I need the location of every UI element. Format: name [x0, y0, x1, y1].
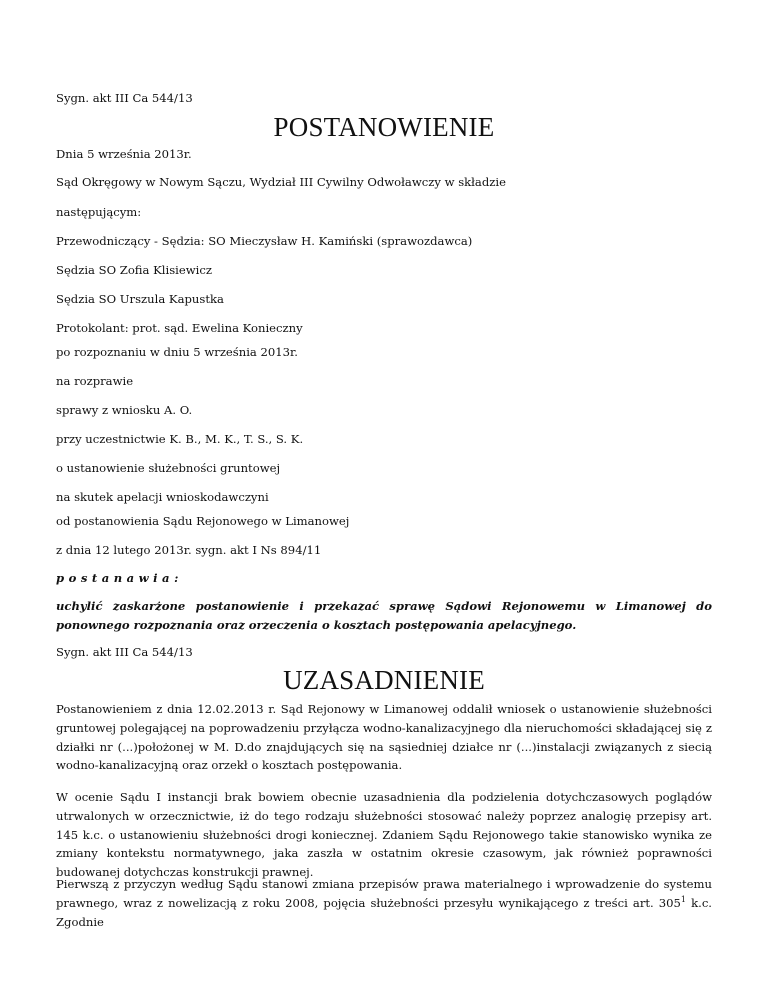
court-line-continued: następującym:: [56, 205, 142, 219]
document-title: POSTANOWIENIE: [273, 112, 495, 142]
appeal-line: na skutek apelacji wnioskodawczyni: [56, 490, 269, 504]
participants-line: przy uczestnictwie K. B., M. K., T. S., S. K.: [56, 432, 304, 446]
case-reference-top: Sygn. akt III Ca 544/13: [56, 91, 193, 105]
lower-decision-date: z dnia 12 lutego 2013r. sygn. akt I Ns 894/11: [56, 543, 322, 557]
reasons-paragraph-3-text: Pierwszą z przyczyn według Sądu stanowi zmiana przepisów prawa materialnego i wprowadzenie do systemu prawnego, wraz z nowelizacją z roku 2008, pojęcia służebności przesyłu wynikającego z treści art. 305: [56, 877, 712, 910]
ruling-text: uchylić zaskarżone postanowienie i przekazać sprawę Sądowi Rejonowemu w Limanowej do ponownego rozpoznania oraz orzeczenia o kosztach postępowania apelacyjnego.: [56, 599, 712, 632]
court-line: Sąd Okręgowy w Nowym Sączu, Wydział III Cywilny Odwoławczy w składzie: [56, 175, 506, 189]
reasons-paragraph-2: W ocenie Sądu I instancji brak bowiem obecnie uzasadnienia dla podzielenia dotychczasowych poglądów utrwalonych w orzecznictwie, iż do tego rodzaju służebności stosować należy poprzez analogię przepisy art. 145 k.c. o ustanowieniu służebności drogi koniecznej. Zdaniem Sądu Rejonowego takie stanowisko wynika ze zmiany kontekstu normatywnego, jaka zaszła w ostatnim okresie czasowym, jak również poprawności budowanej dotychczas konstrukcji prawnej.: [56, 790, 712, 880]
hearing-date: po rozpoznaniu w dniu 5 września 2013r.: [56, 345, 298, 359]
article-superscript: 1: [680, 894, 687, 904]
presiding-judge: Przewodniczący - Sędzia: SO Mieczysław H. Kamiński (sprawozdawca): [56, 234, 473, 248]
case-line: sprawy z wniosku A. O.: [56, 403, 193, 417]
hearing-type: na rozprawie: [56, 374, 134, 388]
subject-line: o ustanowienie służebności gruntowej: [56, 461, 281, 475]
reasons-title: UZASADNIENIE: [283, 665, 485, 695]
decides-heading: postanawia:: [56, 571, 183, 585]
case-reference-bottom: Sygn. akt III Ca 544/13: [56, 645, 193, 659]
decision-date: Dnia 5 września 2013r.: [56, 147, 192, 161]
reasons-paragraph-3-end: k.c. Zgodnie: [56, 895, 712, 929]
lower-court-line: od postanowienia Sądu Rejonowego w Limanowej: [56, 514, 350, 528]
clerk-line: Protokolant: prot. sąd. Ewelina Konieczny: [56, 321, 303, 335]
reasons-paragraph-3: [56, 875, 712, 931]
judge-line: Sędzia SO Urszula Kapustka: [56, 292, 224, 306]
reasons-paragraph-1: Postanowieniem z dnia 12.02.2013 r. Sąd Rejonowy w Limanowej oddalił wniosek o ustanowienie służebności gruntowej polegającej na poprowadzeniu przyłącza wodno-kanalizacyjnego dla nieruchomości składającej się z działki nr (...)położonej w M. D.do znajdujących się na sąsiedniej działce nr (...)instalacji związanych z siecią wodno-kanalizacyjną oraz orzekł o kosztach postępowania.: [56, 702, 712, 773]
judge-line: Sędzia SO Zofia Klisiewicz: [56, 263, 212, 277]
